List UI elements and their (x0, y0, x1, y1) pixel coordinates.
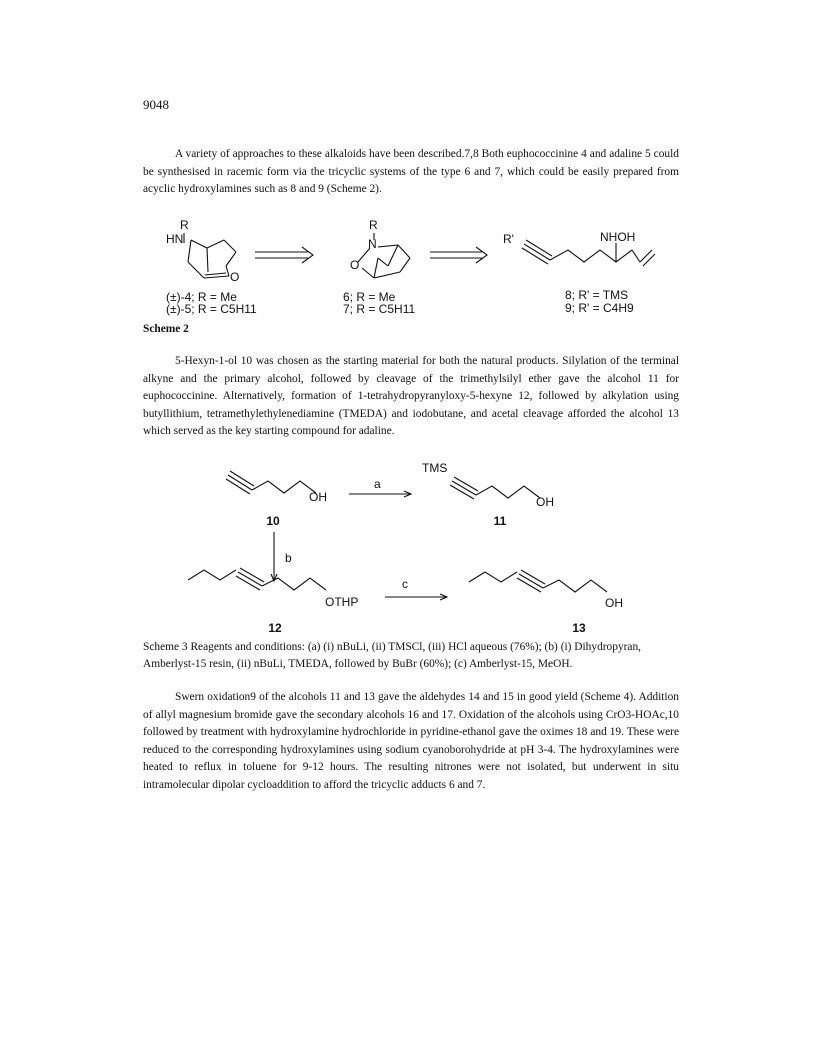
paragraph-2-text: 5-Hexyn-1-ol 10 was chosen as the starting material for both the natural products. Silylation of the terminal alkyne and the primary alcohol, followed by cleavage of the trimethylsilyl ether gave the alcohol 11 for euphococcinine. Alternatively, formation of 1-tetrahydropyranyloxy-5-hexyne 12, followed by alkylation using butyllithium, tetramethylethylenediamine (TMEDA) and iodobutane, and acetal cleavage afforded the alcohol 13 which served as the key starting compound for adaline. (143, 355, 679, 438)
atom-nhoh: NHOH (600, 230, 636, 244)
reagent-label-a: a (374, 477, 381, 491)
reagent-label-c: c (402, 577, 408, 591)
scheme-3-caption: Scheme 3 Reagents and conditions: (a) (i) nBuLi, (ii) TMSCl, (iii) HCl aqueous (76%); (b) (i) Dihydropyran, Amberlyst-15 resin, (ii) nBuLi, TMEDA, followed by BuBr (60%); (c) Amberlyst-15, MeOH. (143, 641, 642, 670)
compound-number-10: 10 (266, 514, 280, 528)
atom-othp: OTHP (325, 595, 359, 609)
compound-label-6: 6; R = Me (343, 290, 396, 304)
alkyl-chain (476, 486, 540, 498)
compound-number-13: 13 (572, 621, 586, 635)
atom-r-2: R (369, 218, 378, 232)
arrow-a (349, 491, 411, 497)
paragraph-3-text: Swern oxidation9 of the alcohols 11 and 13 gave the aldehydes 14 and 15 in good yield (Scheme 4). Addition of allyl magnesium bromide gave the secondary alcohols 16 and 17. Oxidation of the alcohols using CrO3-HOAc,10 followed by treatment with hydroxylamine hydrochloride in pyridine-ethanol gave the oximes 18 and 19. These were reduced to the corresponding hydroxylamines using sodium cyanoborohydride at pH 3-4. The hydroxylamines were heated to reflux in toluene for 9-12 hours. The resulting nitrones were not isolated, but underwent in situ intramolecular dipolar cycloaddition to afford the tricyclic adducts 6 and 7. (143, 691, 679, 791)
compound-number-12: 12 (268, 621, 282, 635)
atom-oh-11: OH (536, 495, 554, 509)
atom-n: N (368, 237, 377, 251)
compound-label-8: 8; R' = TMS (565, 288, 629, 302)
alkyl-chain (543, 580, 607, 592)
structure-12 (188, 568, 326, 590)
paragraph-1-text: A variety of approaches to these alkaloids have been described.7,8 Both euphococcinine 4 and adaline 5 could be synthesised in racemic form via the tricyclic systems of the type 6 and 7, which could be easily prepared from acyclic hydroxylamines such as 8 and 9 (Scheme 2). (143, 148, 679, 196)
page-number: 9048 (143, 97, 169, 112)
structure-13 (469, 570, 607, 592)
paragraph-3 (143, 689, 679, 795)
arrow-b (271, 532, 277, 581)
compound-label-5: (±)-5; R = C5H11 (166, 302, 257, 316)
compound-number-11: 11 (493, 514, 507, 528)
atom-hn: HN (166, 232, 184, 246)
atom-o-2: O (350, 258, 360, 272)
compound-label-7: 7; R = C5H11 (343, 302, 416, 316)
alkyl-chain (188, 570, 236, 580)
reagent-label-b: b (285, 551, 292, 565)
atom-oh-10: OH (309, 490, 327, 504)
compound-label-9: 9; R' = C4H9 (565, 301, 634, 315)
atom-tms: TMS (422, 461, 448, 475)
alkyl-chain (262, 578, 326, 590)
atom-oh-13: OH (605, 596, 623, 610)
structure-10 (226, 471, 316, 494)
atom-r-prime: R' (503, 232, 514, 246)
atom-o-1: O (230, 270, 240, 284)
arrow-c (385, 594, 447, 600)
alkyl-chain (469, 572, 517, 582)
compound-label-4: (±)-4; R = Me (166, 290, 237, 304)
atom-r-1: R (180, 218, 189, 232)
alkyl-chain (252, 481, 316, 493)
scheme-2-caption: Scheme 2 (143, 323, 189, 335)
structure-11 (450, 477, 540, 499)
